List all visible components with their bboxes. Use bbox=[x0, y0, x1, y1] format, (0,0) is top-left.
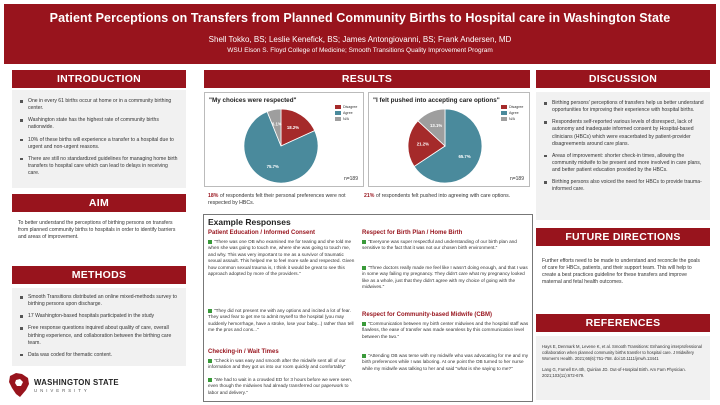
reference-item: Lang G, Farnell EA 4th, Quinlan JD. Out-of-Hospital Birth. Am Fam Physician. 2021;103(11):672-679. bbox=[542, 366, 686, 378]
quote-item bbox=[362, 321, 530, 340]
discussion-heading: DISCUSSION bbox=[536, 70, 710, 88]
positive-quote-icon bbox=[208, 309, 212, 313]
positive-quote-icon bbox=[362, 322, 366, 326]
positive-quote-icon bbox=[362, 354, 366, 358]
cbm-title: Respect for Community-based Midwife (CBM) bbox=[362, 312, 493, 318]
legend-label: Agree bbox=[343, 111, 353, 115]
chart1-n: n=189 bbox=[343, 176, 358, 182]
introduction-heading: INTRODUCTION bbox=[12, 70, 186, 88]
author-list: Shell Tokko, BS; Leslie Kenefick, BS; James Antongiovanni, BS; Frank Andersen, MD bbox=[208, 35, 512, 44]
chart2-n: n=189 bbox=[509, 176, 524, 182]
quote-text: "Check in was easy and smooth after the midwife sent all of our information and they got us into our room quickly and comfortably" bbox=[208, 358, 346, 370]
methods-heading: METHODS bbox=[12, 266, 186, 284]
quote-item bbox=[362, 239, 530, 252]
results-heading: RESULTS bbox=[204, 70, 530, 88]
legend-swatch bbox=[501, 111, 507, 115]
positive-quote-icon bbox=[208, 359, 212, 363]
legend-swatch bbox=[335, 105, 341, 109]
discussion-panel bbox=[536, 92, 710, 220]
future-directions-text: Further efforts need to be made to understand and reconcile the goals of care for HBCs, patients, and their support team. This will help to create a best practices guideline for these transfers and improve maternal and fetal health outcomes. bbox=[536, 250, 710, 310]
aim-heading: AIM bbox=[12, 194, 186, 212]
chart1-caption bbox=[208, 193, 360, 207]
legend-label: Disagree bbox=[509, 105, 524, 109]
wsu-logo bbox=[8, 372, 119, 398]
chart2-title: "I felt pushed into accepting care options" bbox=[373, 97, 500, 104]
discussion-bullet: Respondents self-reported various levels of disrespect, lack of autonomy and inadequate informed consent by Hospital-based clinicians (HBCs) which were exacerbated by patient-provider disagreements around care plans. bbox=[542, 119, 704, 148]
logo-name: WASHINGTON STATE bbox=[34, 377, 119, 387]
quote-text: "There was one OB who examined me for tearing and she told me when she was going to touch me, where she was going to touch me, and why. This was very important to me as a survivor of traumatic sexual assault. This helped me to feel more safe and respected. Given how common sexual trauma is, I think it would be great to see this approach adopted by more of the providers." bbox=[208, 239, 355, 277]
pie-slice-label: 75.7% bbox=[266, 164, 279, 170]
positive-quote-icon bbox=[208, 378, 212, 382]
discussion-bullet: Birthing persons' perceptions of transfers help us better understand opportunities for improving their experience with hospital births. bbox=[542, 100, 704, 114]
legend-label: N/A bbox=[343, 117, 349, 121]
poster-header bbox=[4, 4, 716, 64]
methods-bullet: Free response questions inquired about quality of care, overall birthing experience, and collaboration between the birthing care team. bbox=[18, 325, 180, 346]
chart2-caption bbox=[364, 193, 528, 200]
positive-quote-icon bbox=[362, 266, 366, 270]
logo-sub: UNIVERSITY bbox=[34, 387, 90, 393]
quote-item bbox=[208, 377, 358, 396]
legend-label: Agree bbox=[509, 111, 519, 115]
future-directions-heading: FUTURE DIRECTIONS bbox=[536, 228, 710, 246]
pie-slice-label: 21.2% bbox=[416, 141, 429, 147]
examples-heading: Example Responses bbox=[208, 217, 291, 227]
affiliation: WSU Elson S. Floyd College of Medicine; Smooth Transitions Quality Improvement Program bbox=[227, 47, 493, 54]
legend-swatch bbox=[501, 105, 507, 109]
quote-text: "Communication between my birth center midwives and the hospital staff was flawless, the ease of transfer was made seamless by this communication level between the two." bbox=[362, 321, 529, 339]
chart-pushed-into-care bbox=[368, 92, 530, 187]
intro-bullet: One in every 61 births occur at home or in a community birthing center. bbox=[18, 98, 180, 112]
quote-item bbox=[362, 353, 530, 372]
pie-slice-label: 6.1% bbox=[271, 121, 282, 127]
legend-label: N/A bbox=[509, 117, 515, 121]
quote-text: "They did not present me with any options and incited a lot of fear. They used fear to get me to admit myself to the hospital (you may suddenly hemorrhage, have a stroke, lose your baby...) rather than tell me the pros and cons..." bbox=[208, 308, 354, 333]
caption-percent: 18% bbox=[208, 193, 219, 199]
pie-slice-label: 65.7% bbox=[458, 154, 471, 160]
methods-panel bbox=[12, 288, 186, 366]
caption-text: of respondents felt pushed into agreeing with care options. bbox=[374, 193, 511, 199]
quote-item bbox=[362, 265, 530, 291]
poster-title: Patient Perceptions on Transfers from Planned Community Births to Hospital care in Washington State bbox=[49, 11, 671, 25]
intro-bullet: Washington state has the highest rate of community births nationwide. bbox=[18, 117, 180, 131]
chart1-legend bbox=[335, 105, 357, 123]
quote-text: "Three doctors really made me feel like I wasn't doing enough, and that I was in some way failing my pregnancy. They didn't care what my pregnancy looked like as a whole, just that they didn't agree with my choice of going with the midwives." bbox=[362, 265, 528, 290]
introduction-panel bbox=[12, 90, 186, 188]
legend-swatch bbox=[501, 117, 507, 121]
references-panel bbox=[536, 336, 710, 400]
check-in-title: Checking-in / Wait Times bbox=[208, 349, 279, 355]
discussion-bullet: Birthing persons also voiced the need for HBCs to provide trauma-informed care. bbox=[542, 179, 704, 193]
quote-item bbox=[208, 239, 358, 278]
pie-slice-label: 18.2% bbox=[286, 124, 300, 130]
birth-plan-title: Respect for Birth Plan / Home Birth bbox=[362, 230, 463, 236]
quote-text: "Everyone was super respectful and understanding of our birth plan and sensitive to the fact that it was not our chosen birth environment." bbox=[362, 239, 517, 251]
caption-text: of respondents felt their personal preferences were not respected by HBCs. bbox=[208, 193, 346, 207]
quote-text: "Attending OB was terse with my midwife who was advocating for me and my birth preferences while I was laboring. At one point the OB turned to her nurse while my midwife was talking to her and said "what is she saying to me?" bbox=[362, 353, 529, 371]
positive-quote-icon bbox=[208, 240, 212, 244]
chart-choices-respected bbox=[204, 92, 364, 187]
caption-percent: 21% bbox=[364, 193, 375, 199]
methods-bullet: Smooth Transitions distributed an online mixed-methods survey to birthing persons upon discharge. bbox=[18, 294, 180, 308]
patient-education-title: Patient Education / Informed Consent bbox=[208, 230, 316, 236]
methods-bullet: 17 Washington-based hospitals participated in the study bbox=[18, 313, 180, 320]
cougar-head-icon bbox=[8, 372, 30, 398]
legend-label: Disagree bbox=[343, 105, 358, 109]
legend-swatch bbox=[335, 111, 341, 115]
quote-item bbox=[208, 308, 358, 334]
chart2-legend bbox=[501, 105, 523, 123]
aim-text: To better understand the perceptions of birthing persons on transfers from planned community births to hospitals in order to identify barriers and areas of improvement. bbox=[12, 216, 186, 256]
reference-item: Hays E, Denmark M, Levene K, et al. Smooth Transitions: Enhancing interprofessional collaboration when planned community births transfer to hospital care. J Midwifery Women's Health. 2021;66(6):751-758. doi:10.1111/jmwh.13441 bbox=[542, 344, 702, 361]
methods-bullet: Data was coded for thematic content. bbox=[18, 352, 180, 359]
intro-bullet: There are still no standardized guidelines for managing home birth transfers to hospital care which can lead to delays in receiving care. bbox=[18, 156, 180, 177]
positive-quote-icon bbox=[362, 240, 366, 244]
references-heading: REFERENCES bbox=[536, 314, 710, 332]
legend-swatch bbox=[335, 117, 341, 121]
quote-item bbox=[208, 358, 358, 371]
intro-bullet: 10% of these births will experience a transfer to a hospital due to urgent and non-urgent reasons. bbox=[18, 137, 180, 151]
pie-slice-label: 13.1% bbox=[430, 123, 443, 129]
chart1-title: "My choices were respected" bbox=[209, 97, 297, 104]
quote-text: "We had to wait in a crowded ED for 3 hours before we were seen, even though the midwives had already transferred our paperwork to labor and delivery." bbox=[208, 377, 353, 395]
example-responses-box bbox=[203, 214, 533, 402]
discussion-bullet: Areas of improvement: shorter check-in times, allowing the community midwife to be present and more involved in care plans, and better patient education provided by the HBCs. bbox=[542, 153, 704, 174]
